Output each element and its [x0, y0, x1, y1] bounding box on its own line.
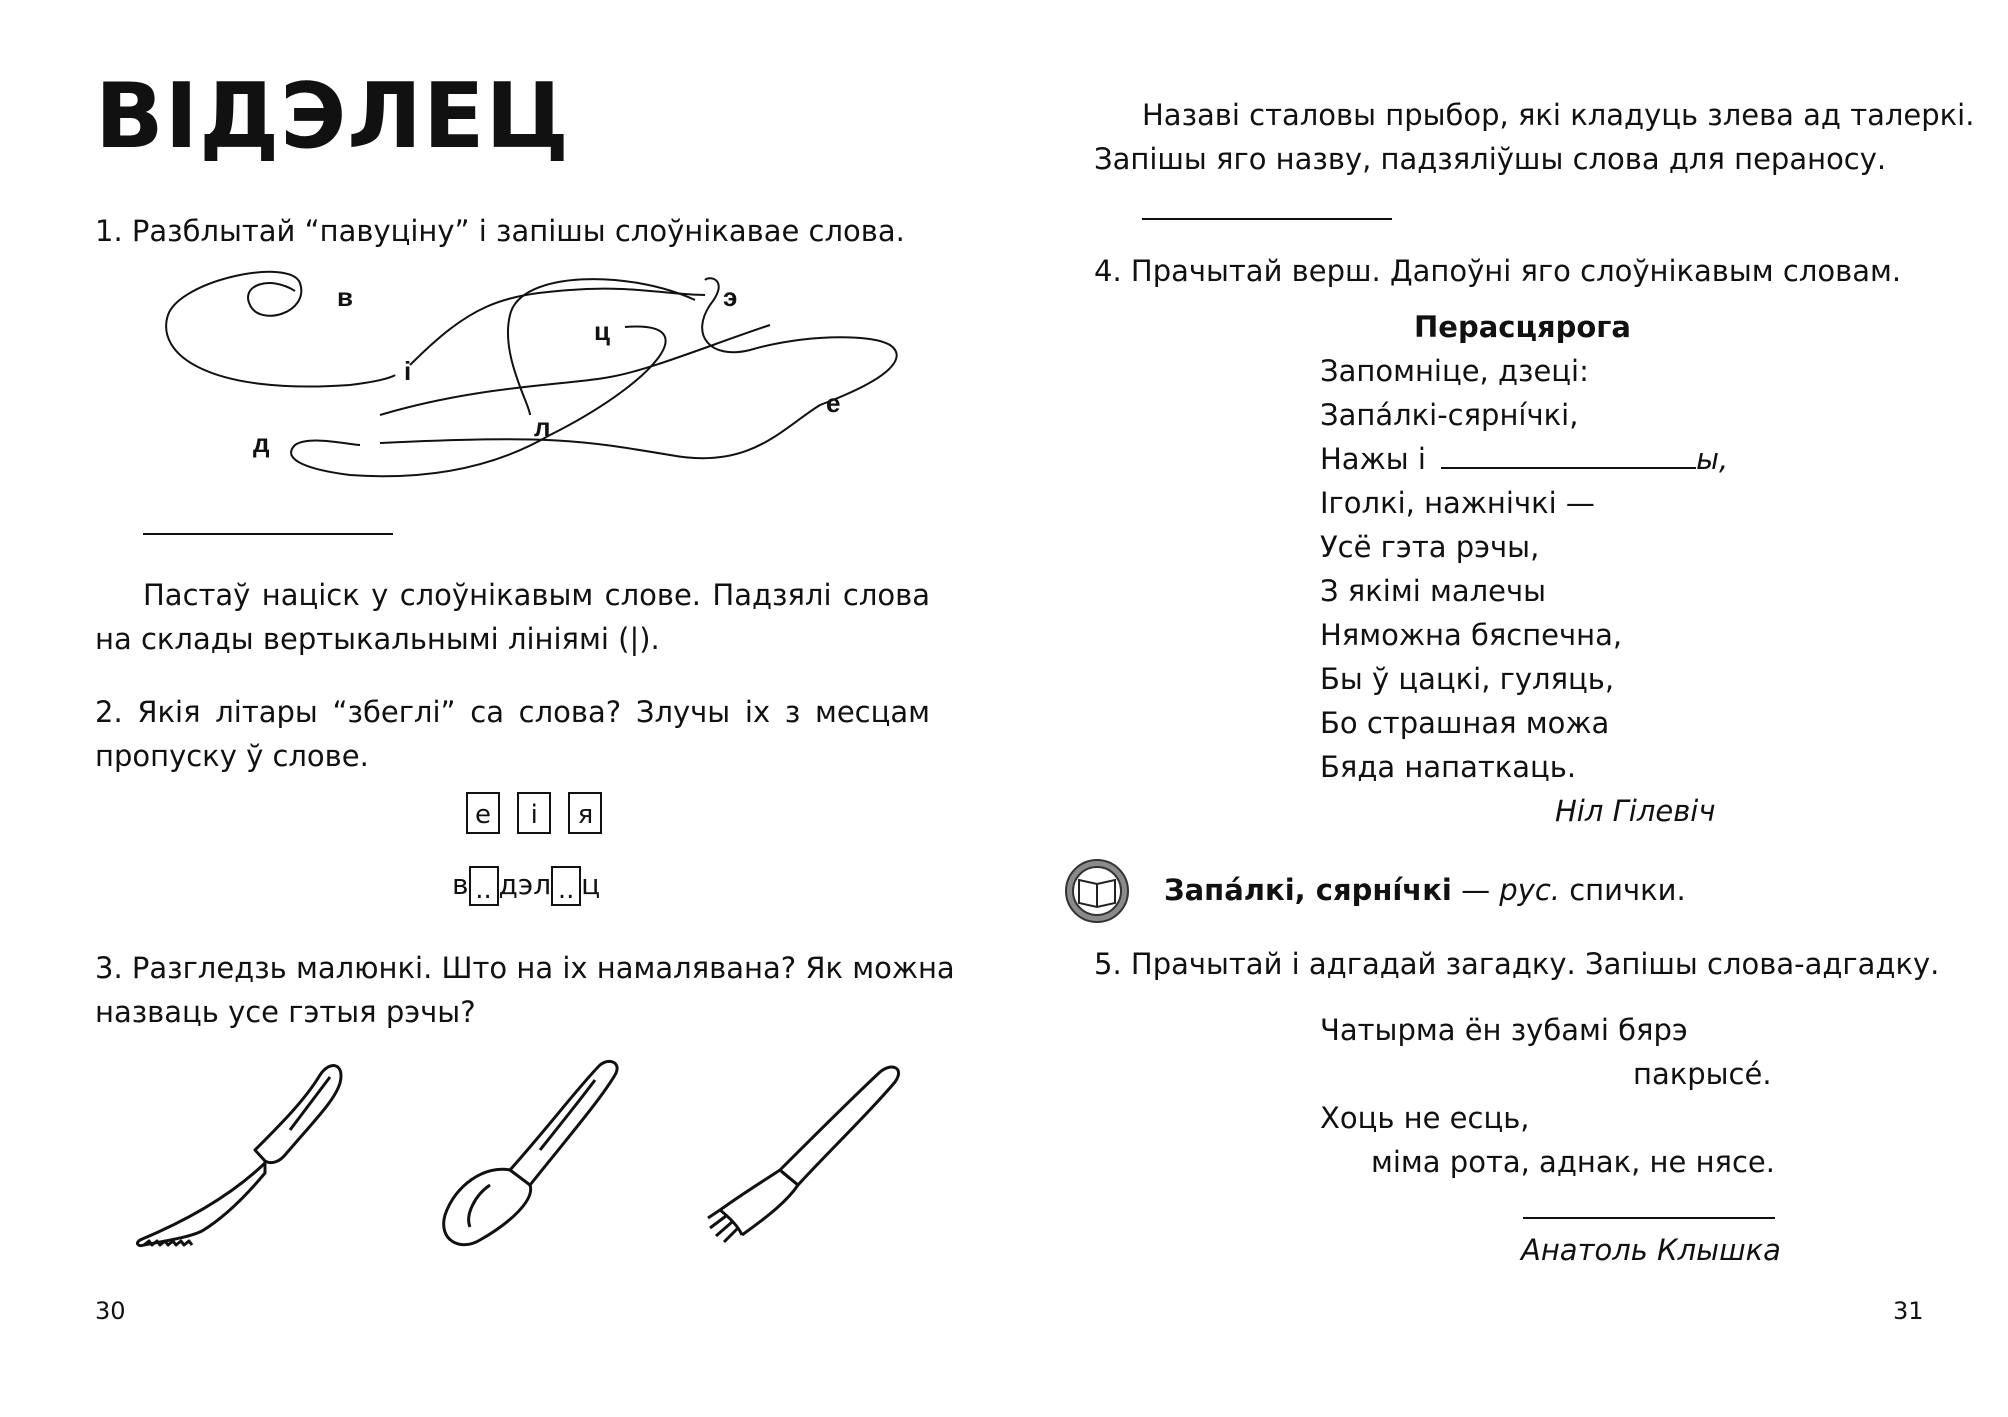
- poem-line-with-blank: Нажы і ы,: [1320, 437, 1728, 481]
- word-part: в: [452, 868, 469, 901]
- fork-icon: [700, 1060, 910, 1250]
- task2-line1: 2. Якія літары “збеглі” са слова? Злучы іх з месцам: [95, 695, 930, 729]
- poem-line: Няможна бяспечна,: [1320, 618, 1623, 652]
- word-part: дэл: [498, 868, 552, 901]
- letter-box[interactable]: я: [568, 792, 602, 834]
- task5-text: 5. Прачытай і адгадай загадку. Запішы слова-адгадку.: [1094, 947, 1940, 981]
- riddle-author: Анатоль Клышка: [1521, 1233, 1781, 1267]
- word-part: ц: [581, 868, 601, 901]
- poem-title: Перасцярога: [1414, 310, 1631, 344]
- web-letter: э: [723, 282, 738, 312]
- letter-box[interactable]: е: [466, 792, 500, 834]
- poem-line: Запа́лкі-сярні́чкі,: [1320, 398, 1579, 432]
- missing-letters: [466, 792, 602, 834]
- riddle-line: міма рота, аднак, не нясе.: [1371, 1145, 1775, 1179]
- glossary-dash: —: [1461, 873, 1491, 907]
- page-number-right: 31: [1893, 1297, 1924, 1325]
- spoon-icon: [430, 1055, 630, 1255]
- web-letter: л: [534, 412, 551, 442]
- riddle-line: Чатырма ён зубамі бярэ: [1320, 1013, 1688, 1047]
- poem-line: Бо страшная можа: [1320, 706, 1610, 740]
- poem-line: Бы ў цацкі, гуляць,: [1320, 662, 1615, 696]
- web-letter: д: [253, 428, 270, 458]
- intro-line2: Запішы яго назву, падзяліўшы слова для пераносу.: [1094, 142, 1887, 176]
- answer-line[interactable]: [1142, 218, 1392, 220]
- riddle-line: Хоць не есць,: [1320, 1101, 1530, 1135]
- task3-line2: назваць усе гэтыя рэчы?: [95, 995, 476, 1029]
- web-letter: в: [337, 282, 353, 312]
- glossary-translation: спички.: [1569, 873, 1686, 907]
- book-icon: [1064, 858, 1130, 924]
- glossary-lang: рус.: [1499, 873, 1561, 907]
- poem-line: Усё гэта рэчы,: [1320, 530, 1540, 564]
- task1-stress-line1: Пастаў націск у слоўнікавым слове. Падзялі слова: [143, 578, 930, 612]
- answer-line[interactable]: [143, 533, 393, 535]
- blank-suffix: ы,: [1696, 442, 1729, 476]
- task4-text: 4. Прачытай верш. Дапоўні яго слоўнікавым словам.: [1094, 254, 1902, 288]
- task1-text: 1. Разблытай “павуціну” і запішы слоўнікавае слова.: [95, 214, 905, 248]
- web-letter: і: [404, 356, 412, 386]
- poem-line: З якімі малечы: [1320, 574, 1547, 608]
- poem-author: Ніл Гілевіч: [1555, 794, 1716, 828]
- letter-box[interactable]: і: [517, 792, 551, 834]
- poem-line: Іголкі, нажнічкі —: [1320, 486, 1595, 520]
- poem: [1320, 349, 1728, 789]
- web-letter: е: [826, 388, 841, 418]
- answer-line[interactable]: [1441, 439, 1696, 469]
- poem-line: Запомніце, дзеці:: [1320, 354, 1589, 388]
- intro-line1: Назаві сталовы прыбор, які кладуць злева ад талеркі.: [1142, 98, 1975, 132]
- riddle-line: пакрысе́.: [1633, 1057, 1772, 1091]
- page-number-left: 30: [95, 1297, 126, 1325]
- answer-line[interactable]: [1523, 1217, 1775, 1219]
- gap-box[interactable]: ..: [551, 866, 581, 906]
- glossary-entry: [1164, 868, 1686, 912]
- glossary-term: Запа́лкі, сярні́чкі: [1164, 873, 1452, 907]
- poem-line: Бяда напаткаць.: [1320, 750, 1577, 784]
- word-with-gaps: [452, 866, 600, 906]
- gap-box[interactable]: ..: [469, 866, 499, 906]
- task1-stress-line2: на склады вертыкальнымі лініямі (|).: [95, 622, 660, 656]
- page-title: ВІДЭЛЕЦ: [95, 64, 571, 169]
- web-letter: ц: [594, 316, 610, 346]
- knife-icon: [130, 1055, 350, 1250]
- task2-line2: пропуску ў слове.: [95, 739, 369, 773]
- task3-line1: 3. Разгледзь малюнкі. Што на іх намалявана? Як можна: [95, 951, 955, 985]
